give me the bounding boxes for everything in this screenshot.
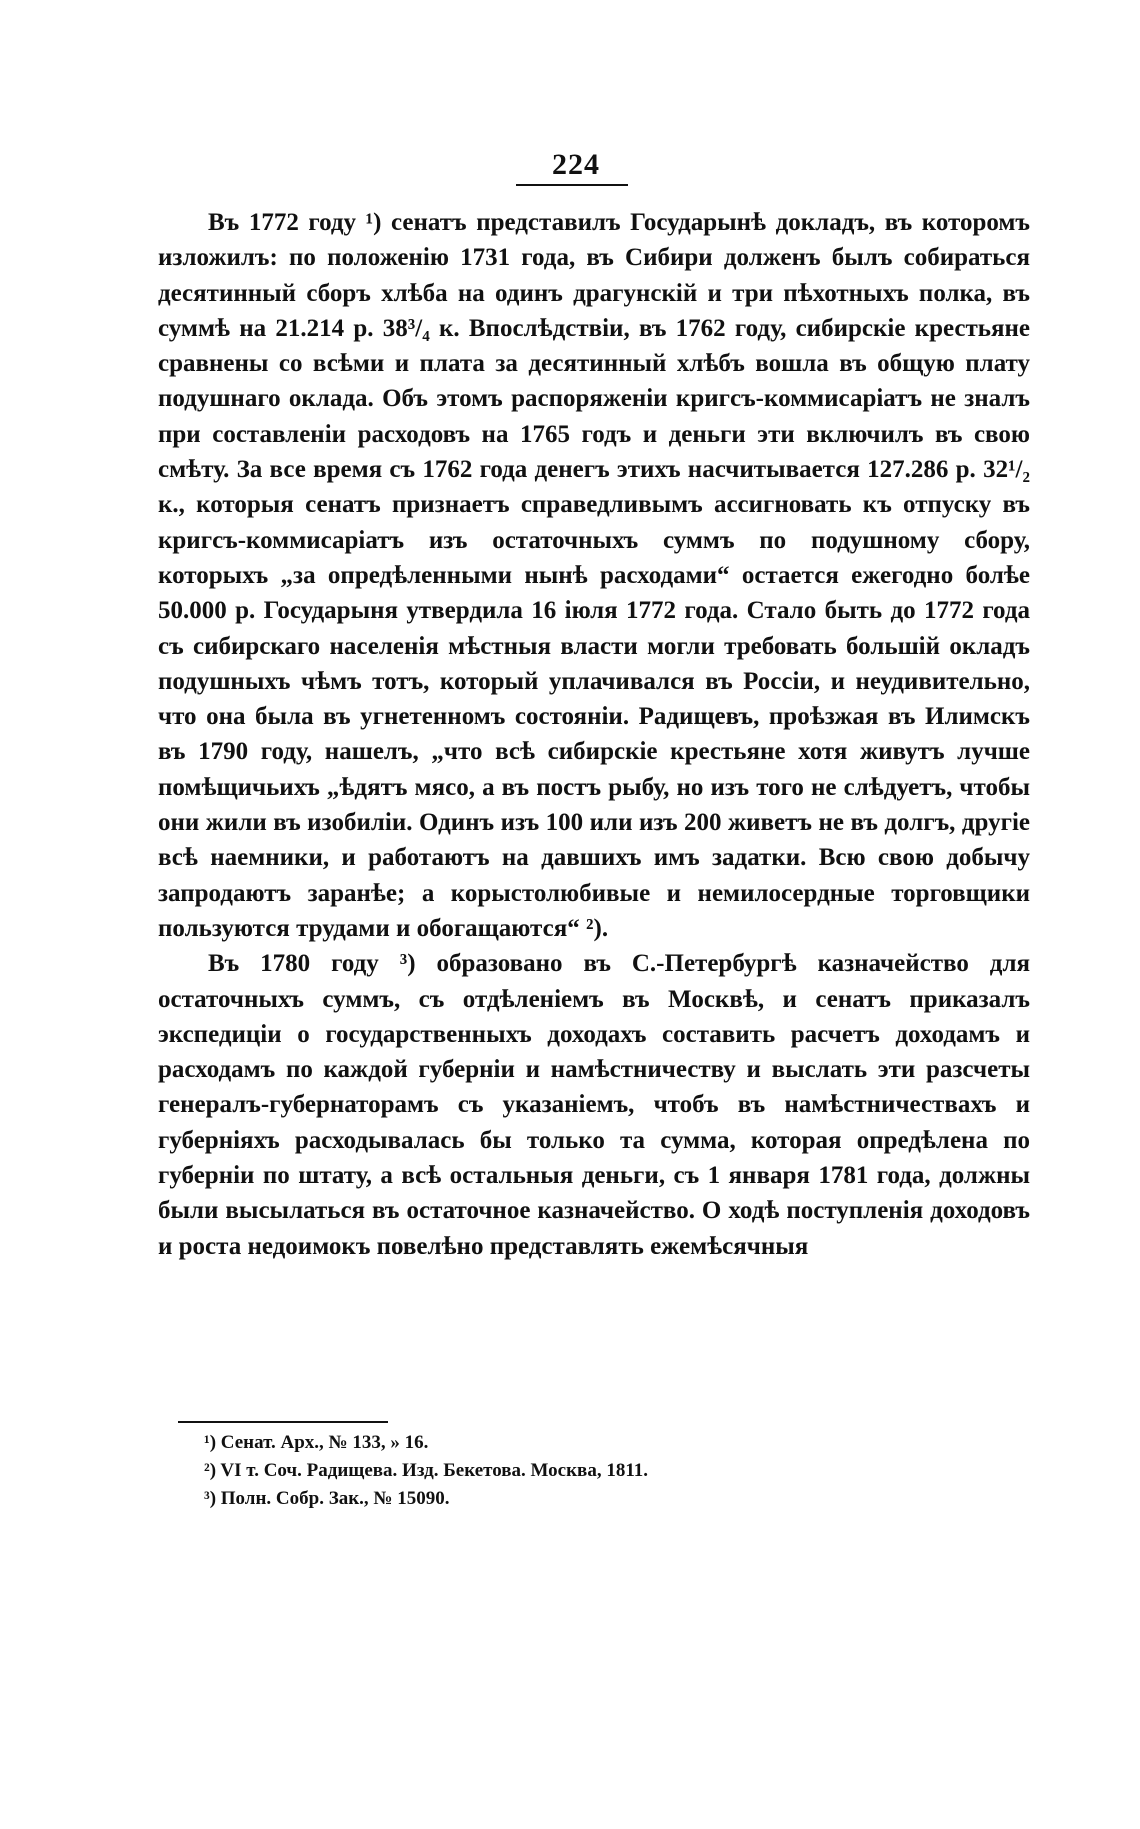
footnote-1: ¹) Сенат. Арх., № 133, » 16. (204, 1432, 429, 1453)
paragraph-2: Въ 1780 году ³) образовано въ С.-Петербургѣ казначейство для остаточныхъ суммъ, съ отдѣленіемъ въ Москвѣ, и сенатъ приказалъ экспедиціи о государственныхъ доходахъ составить расчетъ доходамъ и расходамъ по каждой губерніи и намѣстничеству и выслать эти разсчеты генералъ-губернаторамъ съ указаніемъ, чтобъ въ намѣстничествахъ и губерніяхъ расходывалась бы только та сумма, которая опредѣлена по губерніи по штату, а всѣ остальныя деньги, съ 1 января 1781 года, должны были высылаться въ остаточное казначейство. О ходѣ поступленія доходовъ и роста недоимокъ повелѣно представлять ежемѣсячныя (158, 950, 1030, 1260)
footnote-separator (178, 1421, 388, 1423)
body-text (158, 205, 1030, 1264)
footnote-3: ³) Полн. Собр. Зак., № 15090. (204, 1488, 450, 1509)
page-number: 224 (552, 148, 600, 181)
page-number-underline (516, 184, 628, 186)
footnote-2: ²) VI т. Соч. Радищева. Изд. Бекетова. Москва, 1811. (204, 1460, 649, 1481)
paragraph-1: Въ 1772 году ¹) сенатъ представилъ Государынѣ докладъ, въ которомъ изложилъ: по положенію 1731 года, въ Сибири долженъ былъ собираться десятинный сборъ хлѣба на одинъ драгунскій и три пѣхотныхъ полка, въ суммѣ на 21.214 р. 38³/₄ к. Впослѣдствіи, въ 1762 году, сибирскіе крестьяне сравнены со всѣми и плата за десятинный хлѣбъ вошла въ общую плату подушнаго оклада. Объ этомъ распоряженіи кригсъ-коммисаріатъ не зналъ при составленіи расходовъ на 1765 годъ и деньги эти включилъ въ свою смѣту. За все время съ 1762 года денегъ этихъ насчитывается 127.286 р. 32¹/₂ к., которыя сенатъ признаетъ справедливымъ ассигновать къ отпуску въ кригсъ-коммисаріатъ изъ остаточныхъ суммъ по подушному сбору, которыхъ „за опредѣленными нынѣ расходами“ остается ежегодно болѣе 50.000 р. Государыня утвердила 16 іюля 1772 года. Стало быть до 1772 года съ сибирскаго населенія мѣстныя власти могли требовать большій окладъ подушныхъ чѣмъ тотъ, который уплачивался въ Россіи, и неудивительно, что она была въ угнетенномъ состояніи. Радищевъ, проѣзжая въ Илимскъ въ 1790 году, нашелъ, „что всѣ сибирскіе крестьяне хотя живутъ лучше помѣщичьихъ „ѣдятъ мясо, а въ постъ рыбу, но изъ того не слѣдуетъ, чтобы они жили въ изобиліи. Одинъ изъ 100 или изъ 200 живетъ не въ долгъ, другіе всѣ наемники, и работаютъ на давшихъ имъ задатки. Всю свою добычу запродаютъ заранѣе; а корыстолюбивые и немилосердные торговщики пользуются трудами и обогащаются“ ²). (158, 209, 1030, 942)
footnotes (204, 1429, 904, 1513)
